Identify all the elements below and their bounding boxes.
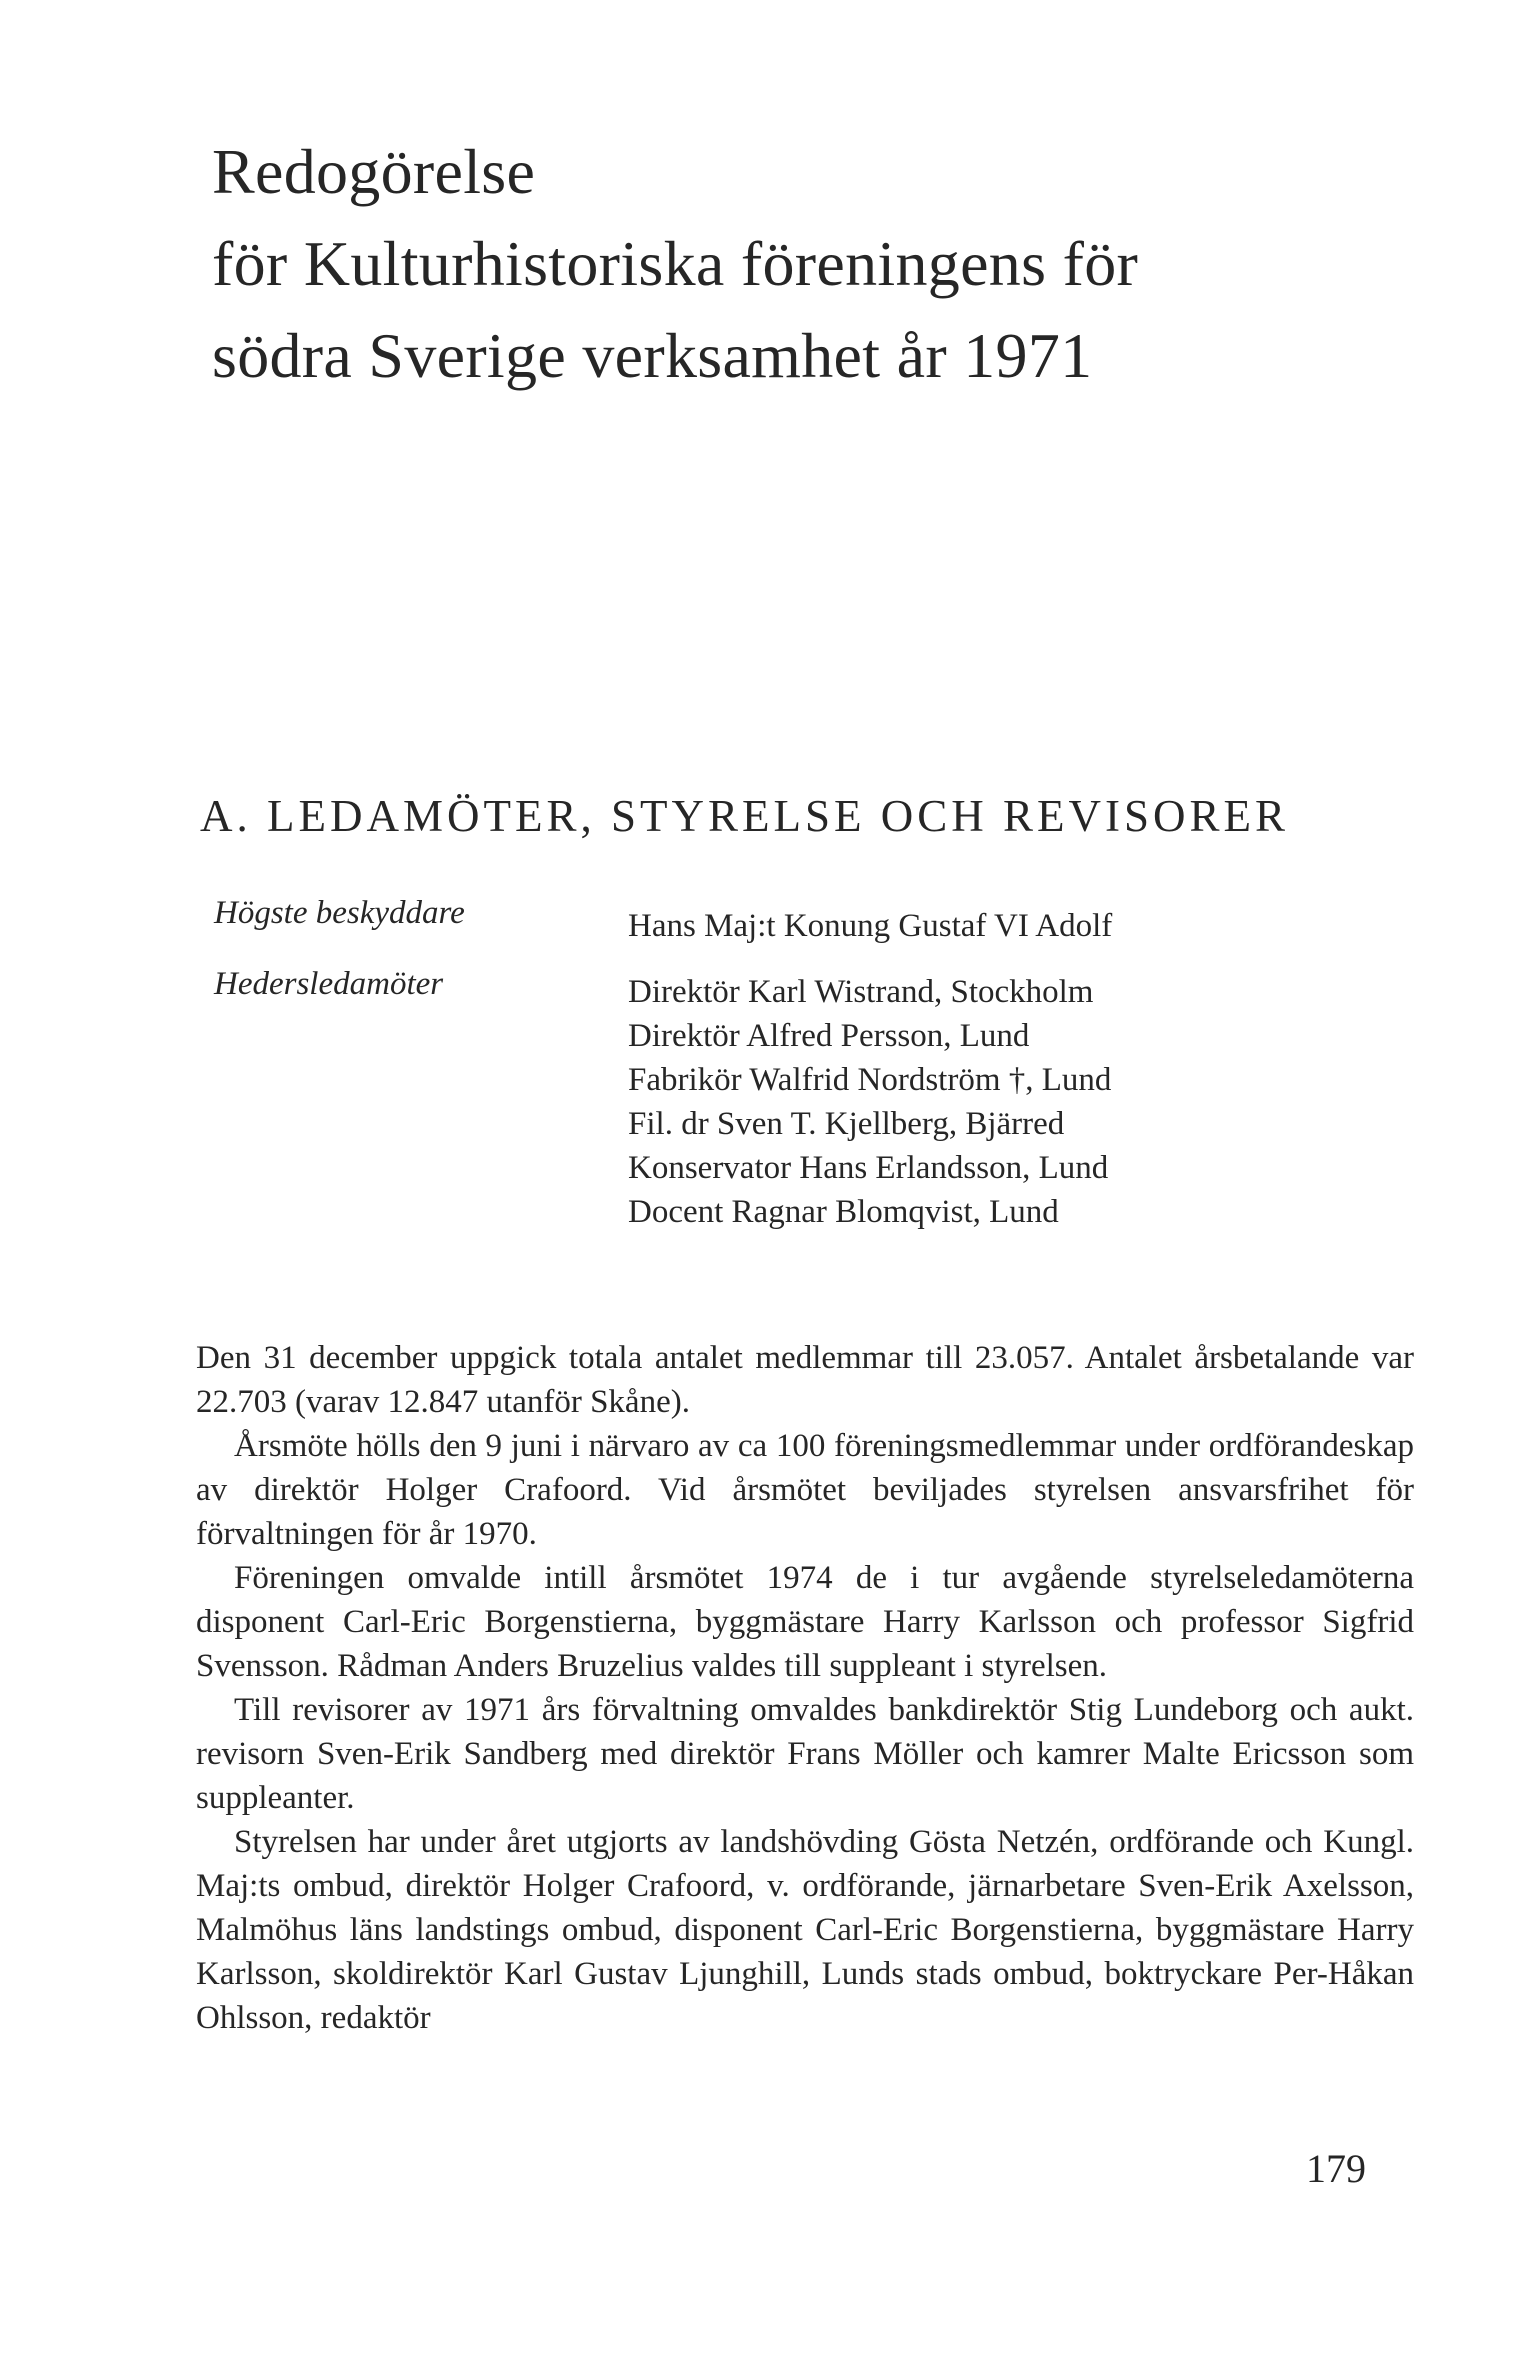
body-paragraph: Föreningen omvalde intill årsmötet 1974 de i tur avgående styrelseledamöterna disponent Carl-Eric Borgenstierna, byggmästare Harry Karlsson och professor Sigfrid Svensson. Rådman Anders Bruzelius valdes till suppleant i styrelsen. xyxy=(196,1560,1414,1684)
member-name: Fil. dr Sven T. Kjellberg, Bjärred xyxy=(628,1106,1065,1142)
title-line: för Kulturhistoriska föreningens för xyxy=(212,228,1139,299)
page-title xyxy=(212,126,1138,402)
member-name: Direktör Karl Wistrand, Stockholm xyxy=(628,974,1094,1010)
honorary-names xyxy=(628,970,1111,1234)
title-line: södra Sverige verksamhet år 1971 xyxy=(212,320,1093,391)
member-name: Hans Maj:t Konung Gustaf VI Adolf xyxy=(628,908,1113,944)
page-number: 179 xyxy=(1306,2146,1366,2191)
member-name: Konservator Hans Erlandsson, Lund xyxy=(628,1150,1109,1186)
body-paragraph: Styrelsen har under året utgjorts av landshövding Gösta Netzén, ordförande och Kungl. Maj:ts ombud, direktör Holger Crafoord, v. ordförande, järnarbetare Sven-Erik Axelsson, Malmöhus läns landstings ombud, disponent Carl-Eric Borgenstierna, byggmästare Harry Karlsson, skoldirektör Karl Gustav Ljunghill, Lunds stads ombud, boktryckare Per-Håkan Ohlsson, redaktör xyxy=(196,1824,1414,2036)
body-paragraph: Årsmöte hölls den 9 juni i närvaro av ca 100 föreningsmedlemmar under ordförandeskap av direktör Holger Crafoord. Vid årsmötet beviljades styrelsen ansvarsfrihet för förvaltningen för år 1970. xyxy=(196,1428,1414,1552)
body-paragraph: Till revisorer av 1971 års förvaltning omvaldes bankdirektör Stig Lundeborg och aukt. revisorn Sven-Erik Sandberg med direktör Frans Möller och kamrer Malte Ericsson som suppleanter. xyxy=(196,1692,1414,1816)
body-paragraph: Den 31 december uppgick totala antalet medlemmar till 23.057. Antalet årsbetalande var 22.703 (varav 12.847 utanför Skåne). xyxy=(196,1340,1414,1420)
title-line: Redogörelse xyxy=(212,136,536,207)
member-name: Docent Ragnar Blomqvist, Lund xyxy=(628,1194,1059,1230)
section-heading: A. LEDAMÖTER, STYRELSE OCH REVISORER xyxy=(200,791,1290,841)
member-name: Direktör Alfred Persson, Lund xyxy=(628,1018,1030,1054)
honorary-label: Hedersledamöter xyxy=(214,966,444,1002)
member-name: Fabrikör Walfrid Nordström †, Lund xyxy=(628,1062,1112,1098)
body-text xyxy=(196,1336,1414,2040)
patron-label: Högste beskyddare xyxy=(214,895,465,931)
patron-names xyxy=(628,904,1112,948)
